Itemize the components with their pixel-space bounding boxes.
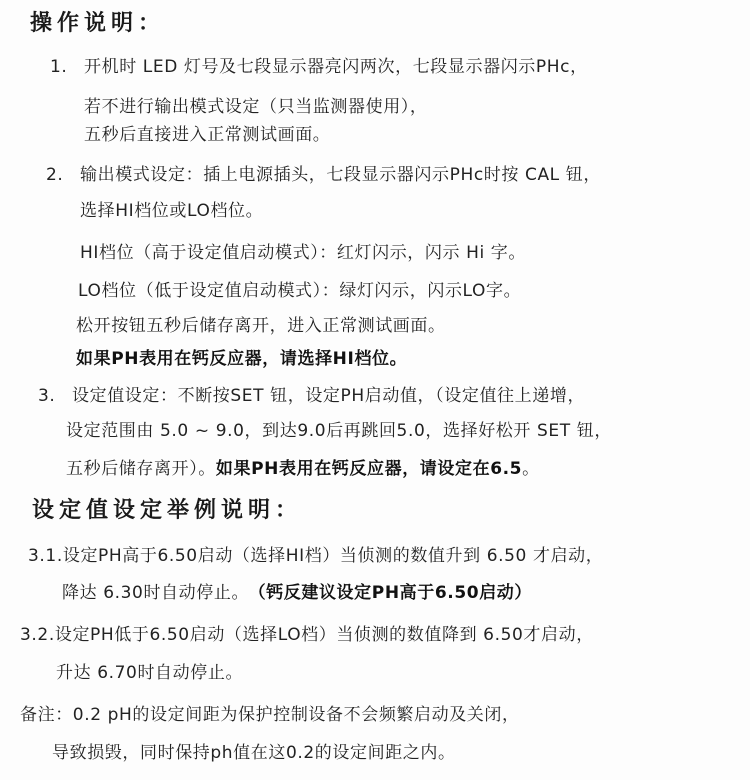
item-1-line-3: 五秒后直接进入正常测试画面。 <box>84 125 331 145</box>
item-1-line-1: 1. 开机时 LED 灯号及七段显示器亮闪两次，七段显示器闪示PHc， <box>50 57 588 77</box>
item-2-line-2: 选择HI档位或LO档位。 <box>80 201 264 221</box>
item-3-number: 3. <box>38 386 56 406</box>
item-3-bold-note: 如果PH表用在钙反应器，请设定在6.5 <box>215 459 523 479</box>
item-1-line-2: 若不进行输出模式设定（只当监测器使用）， <box>84 97 428 117</box>
example-3-1-bold-note: （钙反建议设定PH高于6.50启动） <box>257 583 532 603</box>
note-line-1: 备注：0.2 pH的设定间距为保护控制设备不会频繁启动及关闭， <box>20 705 520 725</box>
item-2-line-5: 松开按钮五秒后储存离开，进入正常测试画面。 <box>76 316 446 336</box>
setting-example-heading: 设定值设定举例说明： <box>32 498 303 523</box>
example-3-1-line-2: 降达 6.30时自动停止。 （钙反建议设定PH高于6.50启动） <box>62 583 532 603</box>
item-2-lo-mode: LO档位（低于设定值启动模式）：绿灯闪示，闪示LO字。 <box>78 281 522 301</box>
item-1-number: 1. <box>50 57 68 77</box>
item-2-line-1: 2. 输出模式设定：插上电源插头，七段显示器闪示PHc时按 CAL 钮， <box>46 165 601 185</box>
item-3-line-3: 五秒后储存离开）。如果PH表用在钙反应器，请设定在6.5。 <box>66 459 540 479</box>
operation-instructions-heading: 操作说明： <box>30 11 166 36</box>
example-3-2-line-1: 3.2.设定PH低于6.50启动（选择LO档）当侦测的数值降到 6.50才启动， <box>20 625 594 645</box>
item-3-line-1: 3. 设定值设定：不断按SET 钮，设定PH启动值，（设定值往上递增， <box>38 386 586 406</box>
item-3-line-2: 设定范围由 5.0 ~ 9.0，到达9.0后再跳回5.0，选择好松开 SET 钮， <box>66 421 612 441</box>
item-2-bold-note: 如果PH表用在钙反应器，请选择HI档位。 <box>76 349 408 369</box>
example-3-2-line-2: 升达 6.70时自动停止。 <box>56 663 244 683</box>
example-3-1-line-1: 3.1.设定PH高于6.50启动（选择HI档）当侦测的数值升到 6.50 才启动， <box>28 546 604 566</box>
item-2-number: 2. <box>46 165 64 185</box>
note-line-2: 导致损毁，同时保持ph值在这0.2的设定间距之内。 <box>52 743 456 763</box>
item-2-hi-mode: HI档位（高于设定值启动模式）：红灯闪示，闪示 Hi 字。 <box>80 243 527 263</box>
